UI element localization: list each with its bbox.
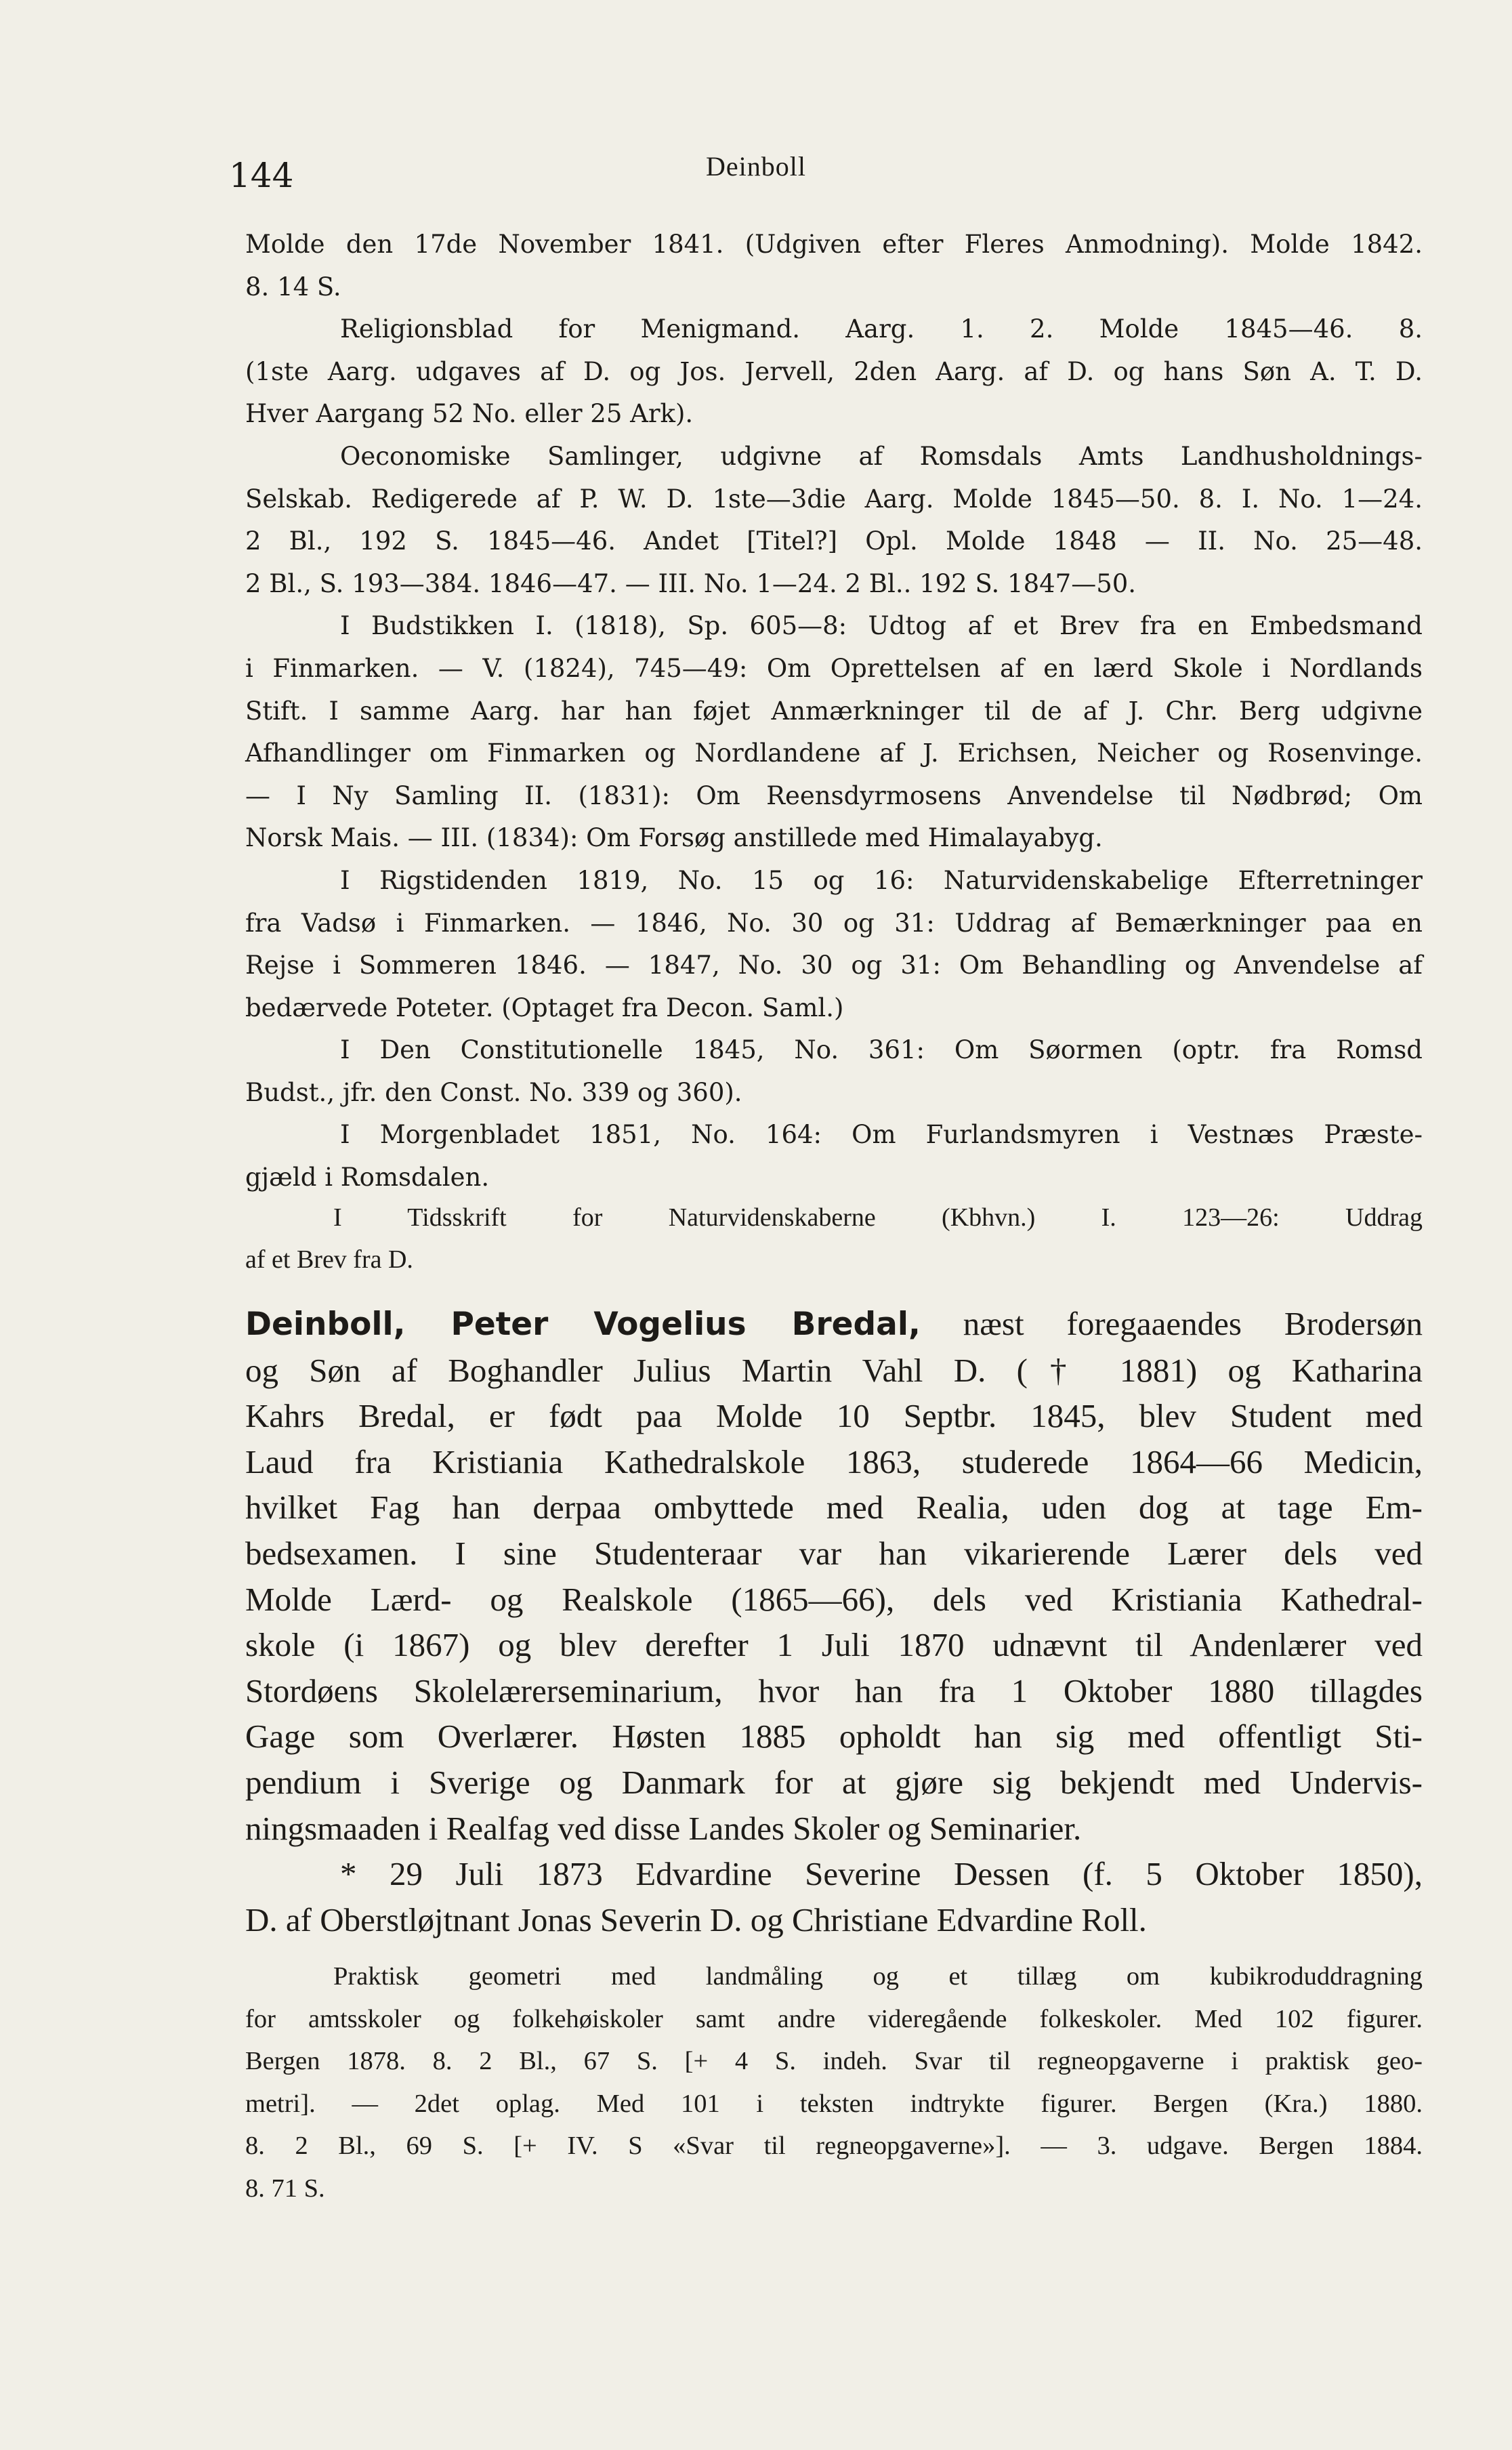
text-line: Stordøens Skolelærerseminarium, hvor han fra 1 Oktober 1880 tillagdes — [245, 1672, 1423, 1709]
page-header — [0, 144, 1512, 198]
previous-entry-bibliography — [245, 224, 1423, 1199]
text-line: bedsexamen. I sine Studenteraar var han vikarierende Lærer dels ved — [245, 1534, 1423, 1572]
tidsskrift-note — [245, 1197, 1423, 1281]
text-line: Gage som Overlærer. Høsten 1885 opholdt han sig med offentligt Sti- — [245, 1718, 1423, 1756]
text-line: I Budstikken I. (1818), Sp. 605—8: Udtog af et Brev fra en Embedsmand — [340, 611, 1423, 641]
text-line: Norsk Mais. — III. (1834): Om Forsøg anstillede med Himalayabyg. — [245, 823, 1103, 853]
text-line: Religionsblad for Menigmand. Aarg. 1. 2. Molde 1845—46. 8. — [340, 314, 1423, 344]
text-line: Kahrs Bredal, er født paa Molde 10 Septbr. 1845, blev Student med — [245, 1397, 1423, 1435]
text-line: Afhandlinger om Finmarken og Nordlandene af J. Erichsen, Neicher og Rosenvinge. — [245, 739, 1423, 768]
text-line: Molde den 17de November 1841. (Udgiven efter Fleres Anmodning). Molde 1842. — [245, 230, 1423, 259]
text-line: ningsmaaden i Realfag ved disse Landes Skoler og Seminarier. — [245, 1809, 1082, 1847]
text-line: pendium i Sverige og Danmark for at gjøre sig bekjendt med Undervis- — [245, 1763, 1423, 1801]
text-line: 8. 2 Bl., 69 S. [+ IV. S «Svar til regneopgaverne»]. — 3. udgave. Bergen 1884. — [245, 2132, 1423, 2160]
text-line: af et Brev fra D. — [245, 1245, 413, 1274]
text-line: 2 Bl., 192 S. 1845—46. Andet [Titel?] Opl. Molde 1848 — II. No. 25—48. — [245, 526, 1423, 556]
text-line: 8. 14 S. — [245, 272, 341, 302]
text-line: gjæld i Romsdalen. — [245, 1163, 490, 1192]
text-line: i Finmarken. — V. (1824), 745—49: Om Oprettelsen af en lærd Skole i Nordlands — [245, 653, 1423, 683]
text-line: I Morgenbladet 1851, No. 164: Om Furlandsmyren i Vestnæs Præste- — [340, 1120, 1423, 1150]
text-line: for amtsskoler og folkehøiskoler samt andre videregående folkeskoler. Med 102 figurer. — [245, 2004, 1423, 2033]
work-title-line: Praktisk geometri med landmåling og et tillæg om kubikroduddragning — [333, 1962, 1423, 1991]
text-line: Rejse i Sommeren 1846. — 1847, No. 30 og 31: Om Behandling og Anvendelse af — [245, 951, 1423, 980]
text-line: skole (i 1867) og blev derefter 1 Juli 1870 udnævnt til Andenlærer ved — [245, 1626, 1423, 1664]
text-line: Budst., jfr. den Const. No. 339 og 360). — [245, 1077, 742, 1107]
text-line: Oeconomiske Samlinger, udgivne af Romsdals Amts Landhusholdnings- — [340, 441, 1423, 471]
text-line: Stift. I samme Aarg. har han føjet Anmærkninger til de af J. Chr. Berg udgivne — [245, 696, 1423, 726]
text-line: Hver Aargang 52 No. eller 25 Ark). — [245, 399, 694, 429]
page-number: 144 — [229, 156, 294, 195]
text-line: metri]. — 2det oplag. Med 101 i teksten indtrykte figurer. Bergen (Kra.) 1880. — [245, 2089, 1423, 2118]
entry-text: næst foregaaendes Brodersøn — [963, 1305, 1423, 1342]
text-line: I Rigstidenden 1819, No. 15 og 16: Naturvidenskabelige Efterretninger — [340, 865, 1423, 895]
text-line: 2 Bl., S. 193—384. 1846—47. — III. No. 1—24. 2 Bl.. 192 S. 1847—50. — [245, 568, 1137, 598]
text-line: Laud fra Kristiania Kathedralskole 1863, studerede 1864—66 Medicin, — [245, 1442, 1423, 1480]
text-line: Bergen 1878. 8. 2 Bl., 67 S. [+ 4 S. indeh. Svar til regneopgaverne i praktisk geo- — [245, 2047, 1423, 2075]
running-title: Deinboll — [706, 151, 806, 182]
text-line: fra Vadsø i Finmarken. — 1846, No. 30 og 31: Uddrag af Bemærkninger paa en — [245, 908, 1423, 938]
text-line: I Tidsskrift for Naturvidenskaberne (Kbhvn.) I. 123—26: Uddrag — [333, 1203, 1423, 1232]
text-line: og Søn af Boghandler Julius Martin Vahl D. († 1881) og Katharina — [245, 1351, 1423, 1389]
text-line: hvilket Fag han derpaa ombyttede med Realia, uden dog at tage Em- — [245, 1489, 1423, 1527]
text-line: D. af Oberstløjtnant Jonas Severin D. og Christiane Edvardine Roll. — [245, 1901, 1147, 1938]
text-line: (1ste Aarg. udgaves af D. og Jos. Jervell, 2den Aarg. af D. og hans Søn A. T. D. — [245, 356, 1423, 386]
text-line: I Den Constitutionelle 1845, No. 361: Om Søormen (optr. fra Romsd — [340, 1035, 1423, 1065]
works-list — [245, 1955, 1423, 2209]
text-line: — I Ny Samling II. (1831): Om Reensdyrmosens Anvendelse til Nødbrød; Om — [245, 781, 1423, 810]
text-line: bedærvede Poteter. (Optaget fra Decon. Saml.) — [245, 993, 844, 1022]
text-line: Selskab. Redigerede af P. W. D. 1ste—3die Aarg. Molde 1845—50. 8. I. No. 1—24. — [245, 484, 1423, 514]
biography-entry — [245, 1301, 1423, 1943]
text-line: 8. 71 S. — [245, 2174, 325, 2203]
text-line: Molde Lærd- og Realskole (1865—66), dels ved Kristiania Kathedral- — [245, 1580, 1423, 1618]
entry-first-line — [245, 1301, 1423, 1348]
entry-name: Deinboll, Peter Vogelius Bredal, — [245, 1306, 921, 1343]
marriage-line: * 29 Juli 1873 Edvardine Severine Dessen (f. 5 Oktober 1850), — [340, 1855, 1423, 1893]
